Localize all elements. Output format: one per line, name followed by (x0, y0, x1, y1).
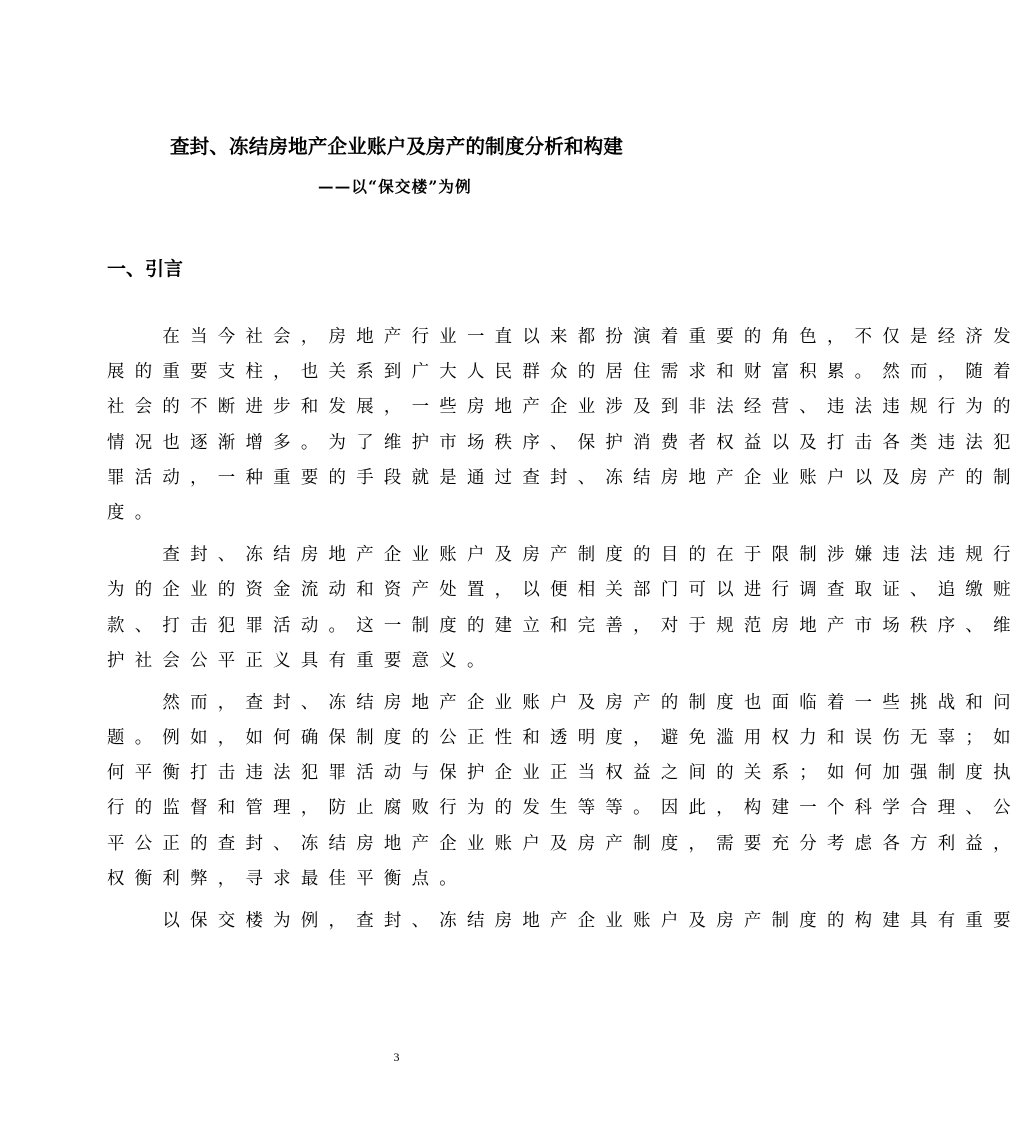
text-line: 为的企业的资金流动和资产处置，以便相关部门可以进行调查取证、追缴赃 (107, 580, 1021, 601)
paragraph (107, 904, 1021, 939)
document-title: 查封、冻结房地产企业账户及房产的制度分析和构建 (169, 135, 624, 158)
text-line: 在当今社会，房地产行业一直以来都扮演着重要的角色，不仅是经济发 (107, 327, 1021, 347)
text-line: 题。例如，如何确保制度的公正性和透明度，避免滥用权力和误伤无辜；如 (107, 728, 1021, 749)
text-line: 情况也逐渐增多。为了维护市场秩序、保护消费者权益以及打击各类违法犯 (107, 432, 1021, 453)
paragraph (107, 320, 1021, 531)
text-line: 权衡利弊，寻求最佳平衡点。 (107, 868, 467, 889)
section-heading: 一、引言 (107, 258, 184, 280)
document-subtitle: ——以“保交楼”为例 (318, 177, 472, 196)
paragraph (107, 686, 1021, 897)
page-number: 3 (393, 1050, 400, 1064)
text-line: 罪活动，一种重要的手段就是通过查封、冻结房地产企业账户以及房产的制 (107, 467, 1021, 488)
text-line: 社会的不断进步和发展，一些房地产企业涉及到非法经营、违法违规行为的 (107, 397, 1021, 418)
text-line: 然而，查封、冻结房地产企业账户及房产的制度也面临着一些挑战和问 (107, 692, 1021, 713)
text-line: 度。 (107, 502, 163, 523)
text-line: 行的监督和管理，防止腐败行为的发生等等。因此，构建一个科学合理、公 (107, 798, 1021, 819)
text-line: 护社会公平正义具有重要意义。 (107, 650, 495, 671)
text-line: 款、打击犯罪活动。这一制度的建立和完善，对于规范房地产市场秩序、维 (107, 615, 1021, 636)
text-line: 以保交楼为例，查封、冻结房地产企业账户及房产制度的构建具有重要 (107, 911, 1021, 931)
text-line: 何平衡打击违法犯罪活动与保护企业正当权益之间的关系；如何加强制度执 (107, 763, 1021, 784)
text-line: 平公正的查封、冻结房地产企业账户及房产制度，需要充分考虑各方利益， (107, 833, 1021, 854)
text-line: 展的重要支柱，也关系到广大人民群众的居住需求和财富积累。然而，随着 (107, 362, 1021, 383)
paragraph (107, 538, 1021, 679)
text-line: 查封、冻结房地产企业账户及房产制度的目的在于限制涉嫌违法违规行 (107, 545, 1021, 566)
body-text (107, 320, 1021, 939)
